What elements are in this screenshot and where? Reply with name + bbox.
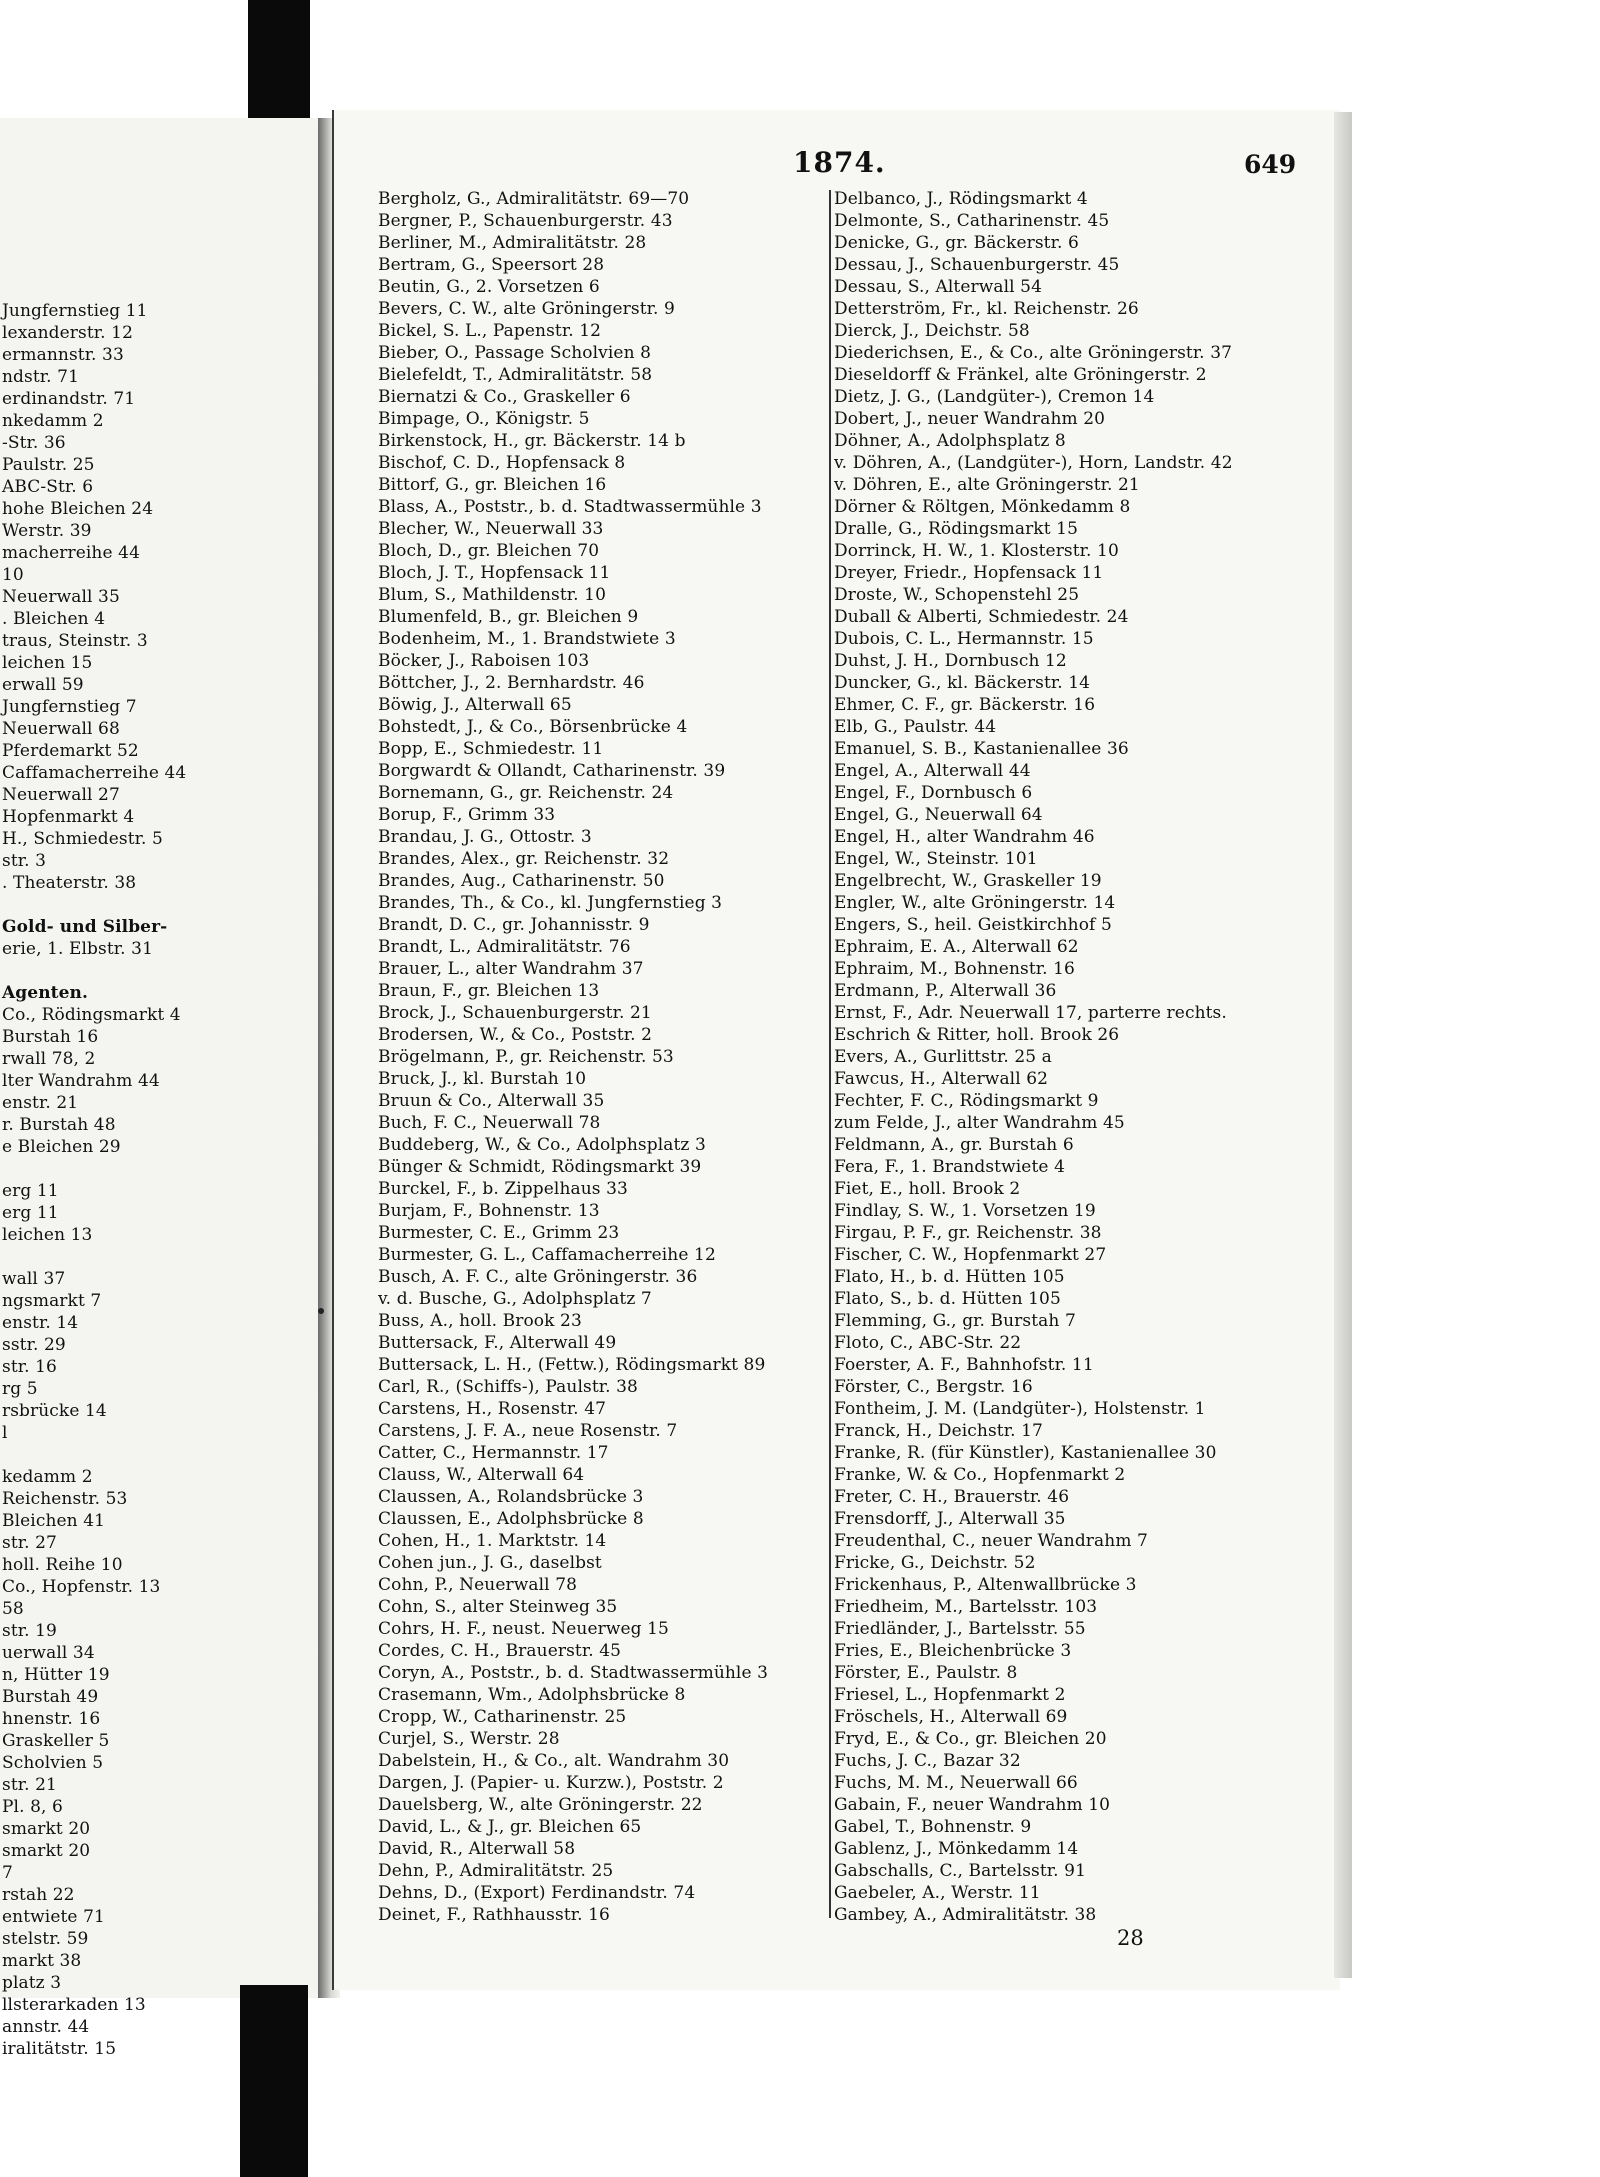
- directory-entry: Gabain, F., neuer Wandrahm 10: [834, 1795, 1111, 1815]
- directory-entry: Blass, A., Poststr., b. d. Stadtwassermühle 3: [378, 497, 762, 517]
- directory-entry: Brandes, Alex., gr. Reichenstr. 32: [378, 849, 670, 869]
- directory-entry: Fischer, C. W., Hopfenmarkt 27: [834, 1245, 1107, 1265]
- directory-entry: H., Schmiedestr. 5: [2, 829, 163, 849]
- directory-entry: Clauss, W., Alterwall 64: [378, 1465, 585, 1485]
- directory-entry: Beutin, G., 2. Vorsetzen 6: [378, 277, 600, 297]
- directory-entry: Fuchs, J. C., Bazar 32: [834, 1751, 1021, 1771]
- directory-entry: Buttersack, F., Alterwall 49: [378, 1333, 617, 1353]
- directory-entry: Scholvien 5: [2, 1753, 104, 1773]
- directory-entry: Emanuel, S. B., Kastanienallee 36: [834, 739, 1129, 759]
- directory-entry: Bergholz, G., Admiralitätstr. 69—70: [378, 189, 690, 209]
- directory-entry: Ephraim, M., Bohnenstr. 16: [834, 959, 1075, 979]
- directory-entry: traus, Steinstr. 3: [2, 631, 148, 651]
- directory-entry: str. 19: [2, 1621, 57, 1641]
- directory-entry: Brandau, J. G., Ottostr. 3: [378, 827, 592, 847]
- directory-entry: Fiet, E., holl. Brook 2: [834, 1179, 1021, 1199]
- directory-entry: Biernatzi & Co., Graskeller 6: [378, 387, 631, 407]
- directory-entry: Carl, R., (Schiffs-), Paulstr. 38: [378, 1377, 638, 1397]
- directory-entry: Dehn, P., Admiralitätstr. 25: [378, 1861, 614, 1881]
- directory-entry: Cohn, S., alter Steinweg 35: [378, 1597, 618, 1617]
- directory-entry: Gambey, A., Admiralitätstr. 38: [834, 1905, 1097, 1925]
- directory-entry: Co., Hopfenstr. 13: [2, 1577, 161, 1597]
- directory-entry: Fryd, E., & Co., gr. Bleichen 20: [834, 1729, 1107, 1749]
- directory-entry: 10: [2, 565, 24, 585]
- directory-entry: Firgau, P. F., gr. Reichenstr. 38: [834, 1223, 1102, 1243]
- directory-entry: Engler, W., alte Gröningerstr. 14: [834, 893, 1116, 913]
- directory-entry: Dargen, J. (Papier- u. Kurzw.), Poststr. 2: [378, 1773, 724, 1793]
- directory-entry: Fontheim, J. M. (Landgüter-), Holstenstr. 1: [834, 1399, 1206, 1419]
- ink-spot: [318, 1308, 324, 1314]
- directory-entry: Gabel, T., Bohnenstr. 9: [834, 1817, 1032, 1837]
- directory-entry: rstah 22: [2, 1885, 75, 1905]
- directory-column-left: [378, 188, 848, 1926]
- directory-entry: Flemming, G., gr. Burstah 7: [834, 1311, 1076, 1331]
- page-year: 1874.: [793, 146, 886, 179]
- directory-entry: smarkt 20: [2, 1819, 91, 1839]
- directory-entry: Floto, C., ABC-Str. 22: [834, 1333, 1022, 1353]
- directory-entry: Böwig, J., Alterwall 65: [378, 695, 572, 715]
- directory-entry: Neuerwall 35: [2, 587, 120, 607]
- directory-entry: hnenstr. 16: [2, 1709, 101, 1729]
- directory-column-right: [834, 188, 1334, 1926]
- directory-entry: Claussen, A., Rolandsbrücke 3: [378, 1487, 644, 1507]
- directory-entry: str. 3: [2, 851, 47, 871]
- directory-entry: Jungfernstieg 7: [2, 697, 137, 717]
- directory-entry: Duncker, G., kl. Bäckerstr. 14: [834, 673, 1091, 693]
- directory-entry: Bleichen 41: [2, 1511, 106, 1531]
- directory-entry: Berliner, M., Admiralitätstr. 28: [378, 233, 647, 253]
- directory-entry: Franke, R. (für Künstler), Kastanienallee 30: [834, 1443, 1217, 1463]
- directory-entry: Franck, H., Deichstr. 17: [834, 1421, 1043, 1441]
- directory-entry: entwiete 71: [2, 1907, 105, 1927]
- directory-entry: Bornemann, G., gr. Reichenstr. 24: [378, 783, 674, 803]
- directory-entry: Catter, C., Hermannstr. 17: [378, 1443, 609, 1463]
- directory-entry: Gold- und Silber-: [2, 917, 168, 937]
- directory-entry: platz 3: [2, 1973, 62, 1993]
- left-page: [0, 118, 320, 2059]
- directory-entry: stelstr. 59: [2, 1929, 89, 1949]
- directory-entry: Förster, E., Paulstr. 8: [834, 1663, 1018, 1683]
- directory-entry: Böttcher, J., 2. Bernhardstr. 46: [378, 673, 645, 693]
- directory-entry: Ernst, F., Adr. Neuerwall 17, parterre rechts.: [834, 1003, 1227, 1023]
- directory-entry: [2, 1246, 318, 1268]
- directory-entry: v. d. Busche, G., Adolphsplatz 7: [378, 1289, 652, 1309]
- directory-entry: Findlay, S. W., 1. Vorsetzen 19: [834, 1201, 1096, 1221]
- directory-entry: Brandt, D. C., gr. Johannisstr. 9: [378, 915, 650, 935]
- directory-entry: Dessau, S., Alterwall 54: [834, 277, 1043, 297]
- directory-entry: wall 37: [2, 1269, 66, 1289]
- directory-entry: Engers, S., heil. Geistkirchhof 5: [834, 915, 1112, 935]
- directory-entry: Bielefeldt, T., Admiralitätstr. 58: [378, 365, 653, 385]
- directory-entry: Reichenstr. 53: [2, 1489, 128, 1509]
- directory-entry: Cohn, P., Neuerwall 78: [378, 1575, 578, 1595]
- directory-entry: Borup, F., Grimm 33: [378, 805, 556, 825]
- directory-entry: Neuerwall 27: [2, 785, 120, 805]
- directory-entry: Detterström, Fr., kl. Reichenstr. 26: [834, 299, 1139, 319]
- directory-entry: enstr. 21: [2, 1093, 79, 1113]
- directory-entry: Bieber, O., Passage Scholvien 8: [378, 343, 652, 363]
- directory-entry: Engel, A., Alterwall 44: [834, 761, 1031, 781]
- directory-entry: lter Wandrahm 44: [2, 1071, 160, 1091]
- directory-entry: Fawcus, H., Alterwall 62: [834, 1069, 1049, 1089]
- directory-entry: Bittorf, G., gr. Bleichen 16: [378, 475, 607, 495]
- directory-entry: Dabelstein, H., & Co., alt. Wandrahm 30: [378, 1751, 730, 1771]
- directory-entry: Cordes, C. H., Brauerstr. 45: [378, 1641, 622, 1661]
- directory-entry: David, R., Alterwall 58: [378, 1839, 576, 1859]
- directory-entry: 58: [2, 1599, 24, 1619]
- directory-entry: Friedländer, J., Bartelsstr. 55: [834, 1619, 1086, 1639]
- directory-entry: Carstens, J. F. A., neue Rosenstr. 7: [378, 1421, 678, 1441]
- directory-entry: Evers, A., Gurlittstr. 25 a: [834, 1047, 1052, 1067]
- directory-entry: Droste, W., Schopenstehl 25: [834, 585, 1080, 605]
- directory-entry: Brandes, Aug., Catharinenstr. 50: [378, 871, 665, 891]
- directory-entry: Böcker, J., Raboisen 103: [378, 651, 590, 671]
- directory-entry: Ephraim, E. A., Alterwall 62: [834, 937, 1079, 957]
- directory-entry: Brandes, Th., & Co., kl. Jungfernstieg 3: [378, 893, 723, 913]
- directory-entry: Engel, F., Dornbusch 6: [834, 783, 1033, 803]
- directory-entry: Paulstr. 25: [2, 455, 95, 475]
- directory-entry: Hopfenmarkt 4: [2, 807, 135, 827]
- signature-mark: 28: [1117, 1926, 1144, 1950]
- directory-entry: str. 16: [2, 1357, 57, 1377]
- directory-entry: Friedheim, M., Bartelsstr. 103: [834, 1597, 1098, 1617]
- directory-entry: ermannstr. 33: [2, 345, 124, 365]
- directory-entry: Blecher, W., Neuerwall 33: [378, 519, 604, 539]
- page-number: 649: [1244, 150, 1297, 179]
- directory-entry: erg 11: [2, 1181, 59, 1201]
- directory-entry: Dietz, J. G., (Landgüter-), Cremon 14: [834, 387, 1155, 407]
- directory-entry: Dehns, D., (Export) Ferdinandstr. 74: [378, 1883, 696, 1903]
- directory-entry: Neuerwall 68: [2, 719, 120, 739]
- directory-entry: rg 5: [2, 1379, 38, 1399]
- directory-entry: Jungfernstieg 11: [2, 301, 148, 321]
- directory-entry: Bischof, C. D., Hopfensack 8: [378, 453, 626, 473]
- directory-entry: Bevers, C. W., alte Gröningerstr. 9: [378, 299, 675, 319]
- directory-entry: Denicke, G., gr. Bäckerstr. 6: [834, 233, 1079, 253]
- directory-entry: Burstah 49: [2, 1687, 99, 1707]
- directory-entry: e Bleichen 29: [2, 1137, 121, 1157]
- directory-entry: Bruck, J., kl. Burstah 10: [378, 1069, 587, 1089]
- directory-entry: str. 27: [2, 1533, 57, 1553]
- directory-entry: iralitätstr. 15: [2, 2039, 117, 2059]
- directory-entry: Claussen, E., Adolphsbrücke 8: [378, 1509, 644, 1529]
- directory-entry: Dorrinck, H. W., 1. Klosterstr. 10: [834, 541, 1119, 561]
- directory-entry: Carstens, H., Rosenstr. 47: [378, 1399, 607, 1419]
- directory-entry: Brodersen, W., & Co., Poststr. 2: [378, 1025, 653, 1045]
- directory-entry: Burckel, F., b. Zippelhaus 33: [378, 1179, 628, 1199]
- directory-entry: Franke, W. & Co., Hopfenmarkt 2: [834, 1465, 1126, 1485]
- directory-entry: lexanderstr. 12: [2, 323, 133, 343]
- directory-entry: 7: [2, 1863, 13, 1883]
- directory-entry: Graskeller 5: [2, 1731, 110, 1751]
- directory-entry: v. Döhren, E., alte Gröningerstr. 21: [834, 475, 1140, 495]
- directory-entry: Fries, E., Bleichenbrücke 3: [834, 1641, 1072, 1661]
- directory-entry: Döhner, A., Adolphsplatz 8: [834, 431, 1066, 451]
- directory-entry: Engelbrecht, W., Graskeller 19: [834, 871, 1102, 891]
- directory-entry: Bickel, S. L., Papenstr. 12: [378, 321, 602, 341]
- directory-entry: Fröschels, H., Alterwall 69: [834, 1707, 1068, 1727]
- directory-entry: -Str. 36: [2, 433, 66, 453]
- directory-entry: Buddeberg, W., & Co., Adolphsplatz 3: [378, 1135, 706, 1155]
- directory-entry: Blum, S., Mathildenstr. 10: [378, 585, 606, 605]
- directory-entry: Fera, F., 1. Brandstwiete 4: [834, 1157, 1065, 1177]
- directory-entry: Cohen jun., J. G., daselbst: [378, 1553, 602, 1573]
- directory-entry: Frickenhaus, P., Altenwallbrücke 3: [834, 1575, 1137, 1595]
- directory-entry: Werstr. 39: [2, 521, 92, 541]
- directory-entry: leichen 13: [2, 1225, 93, 1245]
- directory-entry: Freter, C. H., Brauerstr. 46: [834, 1487, 1070, 1507]
- directory-entry: Elb, G., Paulstr. 44: [834, 717, 997, 737]
- directory-entry: . Bleichen 4: [2, 609, 106, 629]
- left-page-column: [2, 300, 318, 2060]
- directory-entry: Feldmann, A., gr. Burstah 6: [834, 1135, 1074, 1155]
- directory-entry: Freudenthal, C., neuer Wandrahm 7: [834, 1531, 1148, 1551]
- directory-entry: Borgwardt & Ollandt, Catharinenstr. 39: [378, 761, 726, 781]
- directory-entry: Engel, W., Steinstr. 101: [834, 849, 1038, 869]
- directory-entry: [2, 1444, 318, 1466]
- directory-entry: Delbanco, J., Rödingsmarkt 4: [834, 189, 1088, 209]
- directory-entry: Bertram, G., Speersort 28: [378, 255, 605, 275]
- directory-entry: Brögelmann, P., gr. Reichenstr. 53: [378, 1047, 674, 1067]
- book-spine-bottom: [240, 1985, 308, 2177]
- directory-entry: Fricke, G., Deichstr. 52: [834, 1553, 1036, 1573]
- directory-entry: Duball & Alberti, Schmiedestr. 24: [834, 607, 1129, 627]
- directory-entry: r. Burstah 48: [2, 1115, 116, 1135]
- directory-entry: Dauelsberg, W., alte Gröningerstr. 22: [378, 1795, 703, 1815]
- directory-entry: Bopp, E., Schmiedestr. 11: [378, 739, 604, 759]
- directory-entry: Bergner, P., Schauenburgerstr. 43: [378, 211, 673, 231]
- directory-entry: Dieseldorff & Fränkel, alte Gröningerstr. 2: [834, 365, 1207, 385]
- directory-entry: Engel, H., alter Wandrahm 46: [834, 827, 1095, 847]
- directory-entry: Buss, A., holl. Brook 23: [378, 1311, 582, 1331]
- directory-entry: holl. Reihe 10: [2, 1555, 123, 1575]
- directory-entry: Bloch, D., gr. Bleichen 70: [378, 541, 600, 561]
- directory-entry: Burmester, G. L., Caffamacherreihe 12: [378, 1245, 716, 1265]
- directory-entry: Friesel, L., Hopfenmarkt 2: [834, 1685, 1066, 1705]
- directory-entry: Cohen, H., 1. Marktstr. 14: [378, 1531, 607, 1551]
- directory-entry: Flato, S., b. d. Hütten 105: [834, 1289, 1061, 1309]
- directory-entry: macherreihe 44: [2, 543, 140, 563]
- directory-entry: Buttersack, L. H., (Fettw.), Rödingsmarkt 89: [378, 1355, 766, 1375]
- directory-entry: erwall 59: [2, 675, 84, 695]
- directory-entry: erie, 1. Elbstr. 31: [2, 939, 153, 959]
- directory-entry: erg 11: [2, 1203, 59, 1223]
- directory-entry: Dobert, J., neuer Wandrahm 20: [834, 409, 1106, 429]
- directory-entry: Cohrs, H. F., neust. Neuerweg 15: [378, 1619, 669, 1639]
- directory-entry: [2, 960, 318, 982]
- directory-entry: Dralle, G., Rödingsmarkt 15: [834, 519, 1078, 539]
- directory-entry: Coryn, A., Poststr., b. d. Stadtwassermühle 3: [378, 1663, 769, 1683]
- directory-entry: erdinandstr. 71: [2, 389, 136, 409]
- directory-entry: Dierck, J., Deichstr. 58: [834, 321, 1030, 341]
- directory-entry: l: [2, 1423, 8, 1443]
- directory-entry: Fechter, F. C., Rödingsmarkt 9: [834, 1091, 1099, 1111]
- directory-entry: Brauer, L., alter Wandrahm 37: [378, 959, 644, 979]
- directory-entry: Bodenheim, M., 1. Brandstwiete 3: [378, 629, 676, 649]
- directory-entry: Blumenfeld, B., gr. Bleichen 9: [378, 607, 639, 627]
- directory-entry: Erdmann, P., Alterwall 36: [834, 981, 1057, 1001]
- directory-entry: zum Felde, J., alter Wandrahm 45: [834, 1113, 1125, 1133]
- directory-entry: ngsmarkt 7: [2, 1291, 102, 1311]
- directory-entry: Ehmer, C. F., gr. Bäckerstr. 16: [834, 695, 1096, 715]
- directory-entry: str. 21: [2, 1775, 57, 1795]
- directory-entry: enstr. 14: [2, 1313, 79, 1333]
- directory-entry: Crasemann, Wm., Adolphsbrücke 8: [378, 1685, 686, 1705]
- directory-entry: Diederichsen, E., & Co., alte Gröningerstr. 37: [834, 343, 1233, 363]
- directory-entry: Pl. 8, 6: [2, 1797, 63, 1817]
- directory-entry: Burstah 16: [2, 1027, 99, 1047]
- column-divider: [829, 190, 831, 1918]
- directory-entry: ndstr. 71: [2, 367, 79, 387]
- directory-entry: . Theaterstr. 38: [2, 873, 137, 893]
- directory-entry: uerwall 34: [2, 1643, 95, 1663]
- page-edge: [1334, 112, 1352, 1978]
- directory-entry: leichen 15: [2, 653, 93, 673]
- directory-entry: Delmonte, S., Catharinenstr. 45: [834, 211, 1110, 231]
- directory-entry: Bimpage, O., Königstr. 5: [378, 409, 590, 429]
- directory-entry: Dubois, C. L., Hermannstr. 15: [834, 629, 1094, 649]
- directory-entry: Burjam, F., Bohnenstr. 13: [378, 1201, 600, 1221]
- directory-entry: Bruun & Co., Alterwall 35: [378, 1091, 605, 1111]
- directory-entry: Förster, C., Bergstr. 16: [834, 1377, 1033, 1397]
- directory-entry: Bohstedt, J., & Co., Börsenbrücke 4: [378, 717, 688, 737]
- directory-entry: sstr. 29: [2, 1335, 66, 1355]
- directory-entry: Frensdorff, J., Alterwall 35: [834, 1509, 1066, 1529]
- directory-entry: Dörner & Röltgen, Mönkedamm 8: [834, 497, 1131, 517]
- directory-entry: Co., Rödingsmarkt 4: [2, 1005, 181, 1025]
- directory-entry: nkedamm 2: [2, 411, 104, 431]
- directory-entry: llsterarkaden 13: [2, 1995, 146, 2015]
- directory-entry: Caffamacherreihe 44: [2, 763, 187, 783]
- directory-entry: Brock, J., Schauenburgerstr. 21: [378, 1003, 652, 1023]
- directory-entry: Duhst, J. H., Dornbusch 12: [834, 651, 1067, 671]
- directory-entry: Engel, G., Neuerwall 64: [834, 805, 1043, 825]
- directory-entry: Burmester, C. E., Grimm 23: [378, 1223, 620, 1243]
- directory-entry: Gaebeler, A., Werstr. 11: [834, 1883, 1041, 1903]
- directory-entry: Buch, F. C., Neuerwall 78: [378, 1113, 601, 1133]
- directory-entry: kedamm 2: [2, 1467, 93, 1487]
- directory-entry: Bloch, J. T., Hopfensack 11: [378, 563, 611, 583]
- directory-entry: Gabschalls, C., Bartelsstr. 91: [834, 1861, 1087, 1881]
- directory-entry: Busch, A. F. C., alte Gröningerstr. 36: [378, 1267, 698, 1287]
- directory-entry: David, L., & J., gr. Bleichen 65: [378, 1817, 642, 1837]
- directory-entry: markt 38: [2, 1951, 82, 1971]
- directory-entry: Dreyer, Friedr., Hopfensack 11: [834, 563, 1104, 583]
- directory-entry: [2, 894, 318, 916]
- directory-entry: v. Döhren, A., (Landgüter-), Horn, Landstr. 42: [834, 453, 1233, 473]
- directory-entry: Dessau, J., Schauenburgerstr. 45: [834, 255, 1120, 275]
- directory-entry: rwall 78, 2: [2, 1049, 96, 1069]
- directory-entry: Agenten.: [2, 983, 88, 1003]
- directory-entry: Cropp, W., Catharinenstr. 25: [378, 1707, 627, 1727]
- directory-entry: hohe Bleichen 24: [2, 499, 154, 519]
- directory-entry: Pferdemarkt 52: [2, 741, 139, 761]
- directory-entry: Fuchs, M. M., Neuerwall 66: [834, 1773, 1078, 1793]
- directory-entry: Birkenstock, H., gr. Bäckerstr. 14 b: [378, 431, 686, 451]
- directory-entry: smarkt 20: [2, 1841, 91, 1861]
- directory-entry: Bünger & Schmidt, Rödingsmarkt 39: [378, 1157, 702, 1177]
- directory-entry: ABC-Str. 6: [2, 477, 94, 497]
- directory-entry: Flato, H., b. d. Hütten 105: [834, 1267, 1065, 1287]
- directory-entry: Braun, F., gr. Bleichen 13: [378, 981, 600, 1001]
- directory-entry: rsbrücke 14: [2, 1401, 107, 1421]
- book-spine-top: [248, 0, 310, 120]
- directory-entry: Deinet, F., Rathhausstr. 16: [378, 1905, 610, 1925]
- directory-entry: Gablenz, J., Mönkedamm 14: [834, 1839, 1079, 1859]
- directory-entry: annstr. 44: [2, 2017, 90, 2037]
- directory-entry: Foerster, A. F., Bahnhofstr. 11: [834, 1355, 1094, 1375]
- directory-entry: Brandt, L., Admiralitätstr. 76: [378, 937, 631, 957]
- directory-entry: Eschrich & Ritter, holl. Brook 26: [834, 1025, 1120, 1045]
- directory-entry: n, Hütter 19: [2, 1665, 110, 1685]
- directory-entry: [2, 1158, 318, 1180]
- directory-entry: Curjel, S., Werstr. 28: [378, 1729, 560, 1749]
